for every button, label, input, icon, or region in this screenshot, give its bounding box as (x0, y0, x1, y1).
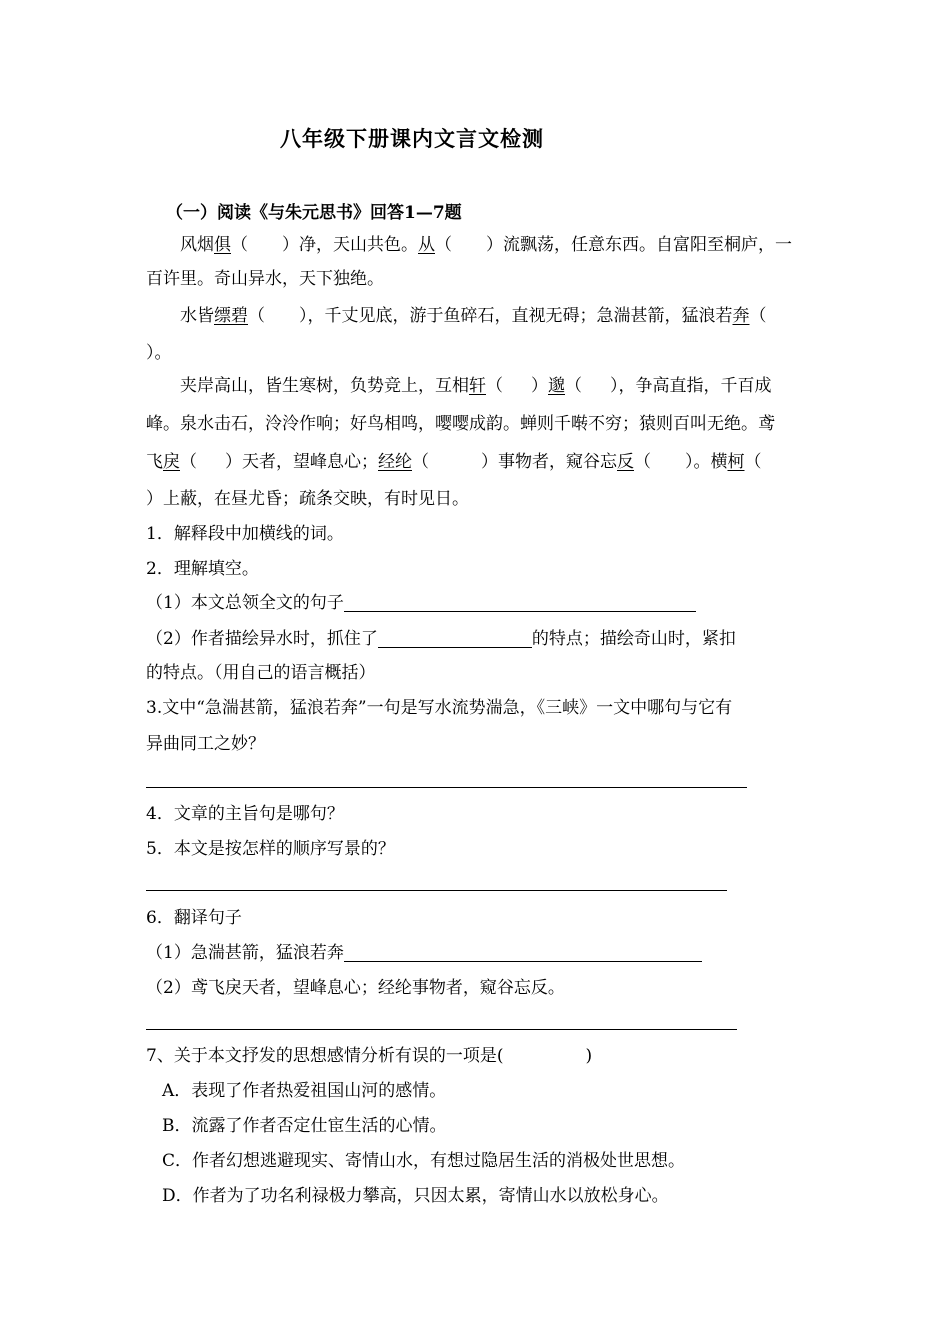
answer-line[interactable] (146, 1029, 737, 1030)
option-c: C．作者幻想逃避现实、寄情山水，有想过隐居生活的消极处世思想。 (162, 1151, 686, 1171)
question-2-2: （2）作者描绘异水时，抓住了 的特点；描绘奇山时，紧扣 (146, 629, 736, 649)
passage-line-7: 飞戾（ ）天者，望峰息心；经纶（ ）事物者，窥谷忘反（ ）。横柯（ (146, 452, 762, 472)
question-2-1: （1）本文总领全文的句子 (146, 590, 696, 616)
question-3: 3.文中“急湍甚箭，猛浪若奔”一句是写水流势湍急，《三峡》一文中哪句与它有 (146, 698, 733, 718)
section-heading: （一）阅读《与朱元思书》回答1—7题 (166, 203, 462, 223)
question-6: 6．翻译句子 (146, 908, 242, 928)
underlined-word: 俱 (214, 235, 231, 255)
question-7: 7、关于本文抒发的思想感情分析有误的一项是( ) (146, 1046, 593, 1066)
passage-line-3: 水皆缥碧（ ），千丈见底，游于鱼碎石，直视无碍；急湍甚箭，猛浪若奔（ (180, 306, 767, 326)
answer-blank[interactable] (378, 628, 532, 648)
answer-blank[interactable] (344, 592, 696, 612)
option-a: A．表现了作者热爱祖国山河的感情。 (162, 1081, 447, 1101)
question-1: 1．解释段中加横线的词。 (146, 524, 344, 544)
question-5: 5．本文是按怎样的顺序写景的？ (146, 839, 395, 859)
question-2-2-cont: 的特点。（用自己的语言概括） (146, 663, 376, 683)
passage-line-1: 风烟俱（ ）净，天山共色。从（ ）流飘荡，任意东西。自富阳至桐庐，一 (180, 235, 792, 255)
underlined-word: 柯 (727, 452, 745, 472)
underlined-word: 邈 (548, 376, 565, 396)
question-2: 2．理解填空。 (146, 559, 259, 579)
option-d: D．作者为了功名利禄极力攀高，只因太累，寄情山水以放松身心。 (162, 1186, 669, 1206)
option-b: B．流露了作者否定仕宦生活的心情。 (162, 1116, 447, 1136)
worksheet-title: 八年级下册课内文言文检测 (280, 126, 544, 151)
answer-blank[interactable] (344, 942, 702, 962)
question-3-cont: 异曲同工之妙？ (146, 734, 265, 754)
underlined-word: 反 (617, 452, 634, 472)
answer-line[interactable] (146, 890, 727, 891)
underlined-word: 经纶 (378, 452, 412, 472)
passage-line-5: 夹岸高山，皆生寒树，负势竞上，互相轩（ ）邈（ ），争高直指，千百成 (180, 376, 772, 396)
question-6-1: （1）急湍甚箭，猛浪若奔 (146, 940, 702, 966)
passage-line-2: 百许里。奇山异水，天下独绝。 (146, 269, 384, 289)
underlined-word: 从 (418, 235, 435, 255)
underlined-word: 戾 (163, 452, 180, 472)
question-4: 4．文章的主旨句是哪句？ (146, 804, 344, 824)
passage-line-6: 峰。泉水击石，泠泠作响；好鸟相鸣，嘤嘤成韵。蝉则千啭不穷；猿则百叫无绝。鸢 (146, 414, 775, 434)
underlined-word: 奔 (732, 306, 750, 326)
underlined-word: 轩 (469, 376, 486, 396)
answer-line[interactable] (146, 787, 747, 788)
underlined-word: 缥碧 (214, 306, 248, 326)
question-6-2: （2）鸢飞戾天者，望峰息心；经纶事物者，窥谷忘反。 (146, 978, 565, 998)
passage-line-8: ）上蔽，在昼尤昏；疏条交映，有时见日。 (146, 489, 469, 509)
passage-line-4: ）。 (146, 343, 172, 363)
